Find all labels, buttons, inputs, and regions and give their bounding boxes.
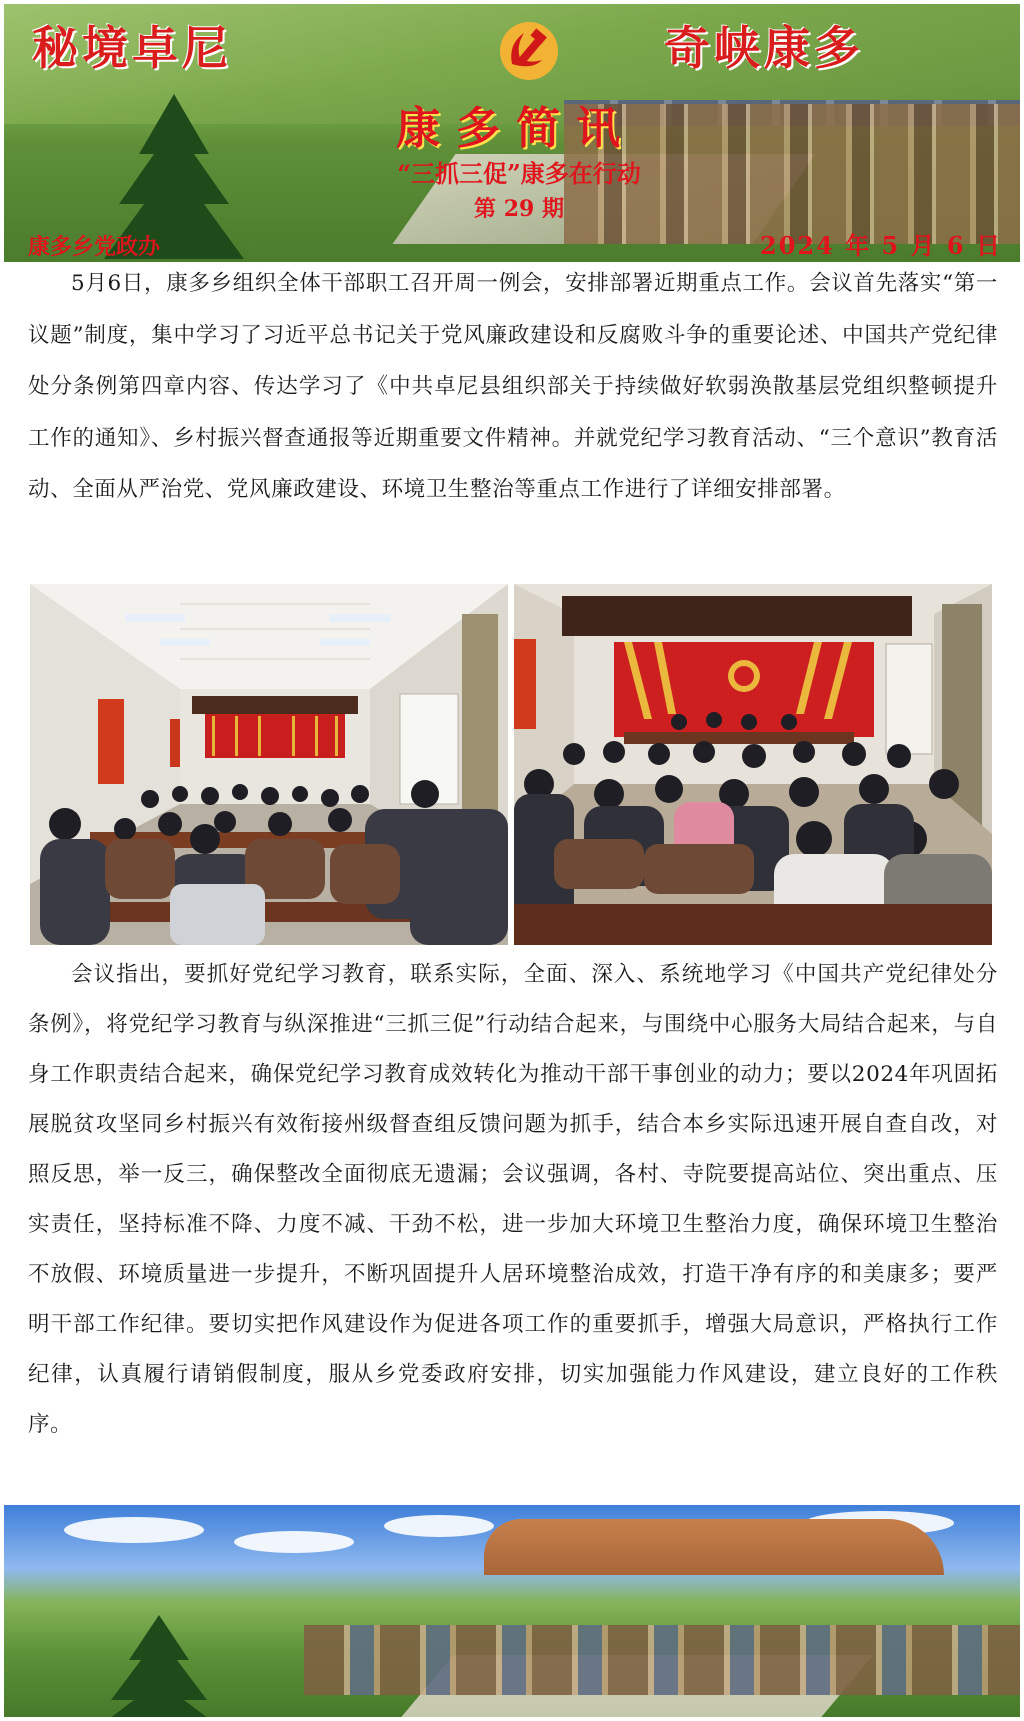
newsletter-slogan: “三抓三促”康多在行动 [397, 159, 641, 188]
footer-cliff [484, 1519, 944, 1575]
meeting-photo-left [30, 584, 508, 945]
article-paragraph-1: 5月6日，康多乡组织全体干部职工召开周一例会，安排部署近期重点工作。会议首先落实“第一议题”制度，集中学习了习近平总书记关于党风廉政建设和反腐败斗争的重要论述、中国共产党纪律处分条例第四章内容、传达学习了《中共卓尼县组织部关于持续做好软弱涣散基层党组织整顿提升工作的通知》、乡村振兴督查通报等近期重要文件精神。并就党纪学习教育活动、“三个意识”教育活动、全面从严治党、党风廉政建设、环境卫生整治等重点工作进行了详细安排部署。 [28, 271, 998, 502]
cloud-shape [384, 1515, 494, 1537]
publish-date: 2024 年 5 月 6 日 [760, 231, 1002, 260]
issue-number: 第 29 期 [474, 196, 564, 222]
article-paragraph-2: 会议指出，要抓好党纪学习教育，联系实际，全面、深入、系统地学习《中国共产党纪律处分条例》，将党纪学习教育与纵深推进“三抓三促”行动结合起来，与围绕中心服务大局结合起来，与自身工作职责结合起来，确保党纪学习教育成效转化为推动干部干事创业的动力；要以2024年巩固拓展脱贫攻坚同乡村振兴有效衔接州级督查组反馈问题为抓手，结合本乡实际迅速开展自查自改，对照反思，举一反三，确保整改全面彻底无遗漏；会议强调，各村、寺院要提高站位、突出重点、压实责任，坚持标准不降、力度不减、干劲不松，进一步加大环境卫生整治力度，确保环境卫生整治不放假、环境质量进一步提升，不断巩固提升人居环境整治成效，打造干净有序的和美康多；要严明干部工作纪律。要切实把作风建设作为促进各项工作的重要抓手，增强大局意识，严格执行工作纪律，认真履行请销假制度，服从乡党委政府安排，切实加强能力作风建设，建立良好的工作秩序。 [28, 962, 998, 1437]
meeting-photo-right [514, 584, 992, 945]
party-emblem-icon [498, 20, 560, 82]
publisher-office: 康多乡党政办 [28, 234, 161, 260]
newsletter-title: 康多简讯 [396, 103, 636, 154]
cloud-shape [64, 1517, 204, 1543]
header-left-title: 秘境卓尼 [32, 21, 232, 75]
pine-tree-icon [99, 1615, 219, 1717]
footer-banner [4, 1505, 1020, 1717]
footer-village [304, 1625, 1020, 1695]
header-banner [4, 4, 1020, 262]
header-right-title: 奇峡康多 [664, 21, 864, 75]
cloud-shape [234, 1531, 354, 1553]
